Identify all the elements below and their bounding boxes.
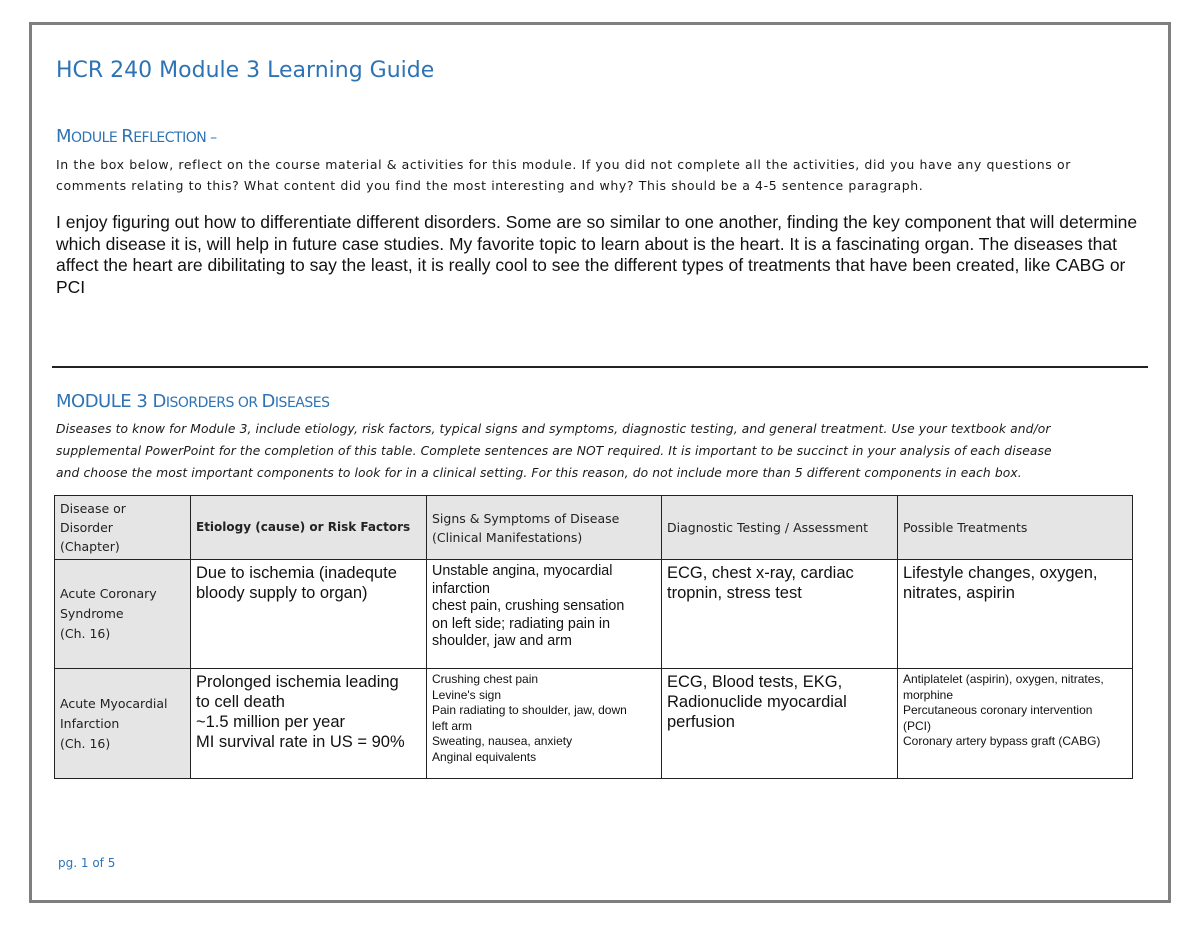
treatments-line: Percutaneous coronary intervention <box>903 703 1093 717</box>
header-signs-line: Signs & Symptoms of Disease <box>432 510 620 526</box>
treatments-line: Coronary artery bypass graft (CABG) <box>903 734 1101 748</box>
document-title: HCR 240 Module 3 Learning Guide <box>56 58 435 83</box>
reflection-instructions-line: comments relating to this? What content did you find the most interesting and why? This should be a 4-5 sentence paragraph. <box>56 178 924 193</box>
table-header-row <box>55 496 1133 560</box>
section-divider <box>52 366 1148 368</box>
disorders-heading <box>56 391 329 412</box>
diagnostic-line: tropnin, stress test <box>667 584 802 602</box>
reflection-heading-rest1: ODULE <box>71 130 122 146</box>
disease-table <box>54 495 1133 779</box>
disease-name-line: Acute Myocardial <box>60 695 168 711</box>
signs-line: left arm <box>432 718 473 733</box>
disorders-instructions <box>56 418 1146 484</box>
etiology-line: to cell death <box>196 693 285 711</box>
treatments-line: (PCI) <box>903 718 931 733</box>
signs-line: Crushing chest pain <box>432 672 539 686</box>
signs-line: Sweating, nausea, anxiety <box>432 734 573 748</box>
etiology-line: MI survival rate in US = 90% <box>196 733 405 751</box>
reflection-instructions-line: In the box below, reflect on the course material & activities for this module. If you did not complete all the activities, did you have any questions or <box>56 157 1071 172</box>
disease-chapter: (Ch. 16) <box>60 735 111 751</box>
row-signs <box>427 560 662 669</box>
diagnostic-line: Radionuclide myocardial <box>667 693 847 711</box>
header-signs <box>427 496 662 560</box>
etiology-line: Due to ischemia (inadequte <box>196 564 397 582</box>
treatments-line: nitrates, aspirin <box>903 584 1015 602</box>
diagnostic-line: ECG, chest x-ray, cardiac <box>667 564 854 582</box>
header-signs-line: (Clinical Manifestations) <box>432 529 583 545</box>
treatments-line: Lifestyle changes, oxygen, <box>903 564 1098 582</box>
reflection-heading-cap2: R <box>121 126 134 147</box>
page-number: pg. 1 of 5 <box>58 856 116 870</box>
header-disease-line: Disorder <box>60 520 113 535</box>
row-disease-name <box>55 669 191 779</box>
signs-line: on left side; radiating pain in <box>432 615 611 632</box>
disorders-heading-sc2: ISEASES <box>274 395 330 411</box>
header-treatments: Possible Treatments <box>898 496 1133 560</box>
row-diagnostic <box>662 560 898 669</box>
header-etiology: Etiology (cause) or Risk Factors <box>191 496 427 560</box>
reflection-response: I enjoy figuring out how to differentiate different disorders. Some are so similar to one another, finding the key component that will determine which disease it is, will help in future case studies. My favorite topic to learn about is the heart. It is a fascinating organ. The diseases that affect the heart are dibilitating to say the least, it is really cool to see the different types of treatments that have been created, like CABG or PCI <box>56 212 1138 297</box>
signs-line: Anginal equivalents <box>432 749 537 764</box>
disorders-instructions-line: Diseases to know for Module 3, include etiology, risk factors, typical signs and symptoms, diagnostic testing, and general treatment. Use your textbook and/or <box>56 422 1051 436</box>
reflection-instructions <box>56 154 1146 196</box>
row-etiology <box>191 669 427 779</box>
reflection-heading-cap1: M <box>56 126 72 147</box>
disease-chapter: (Ch. 16) <box>60 626 111 641</box>
reflection-heading <box>56 126 217 147</box>
row-treatments <box>898 560 1133 669</box>
header-diagnostic: Diagnostic Testing / Assessment <box>662 496 898 560</box>
header-disease <box>55 496 191 560</box>
disorders-heading-part2: D <box>261 391 275 412</box>
table-row <box>55 560 1133 669</box>
disease-name-line: Syndrome <box>60 606 124 621</box>
header-disease-line: (Chapter) <box>60 539 120 554</box>
disorders-instructions-line: and choose the most important components to look for in a clinical setting. For this reason, do not include more than 5 different components in each box. <box>56 466 1022 480</box>
row-treatments <box>898 669 1133 779</box>
signs-line: shoulder, jaw and arm <box>432 633 572 649</box>
disease-name-line: Infarction <box>60 715 120 731</box>
etiology-line: Prolonged ischemia leading <box>196 673 399 691</box>
disorders-instructions-line: supplemental PowerPoint for the completion of this table. Complete sentences are NOT required. It is important to be succinct in your analysis of each disease <box>56 444 1052 458</box>
row-diagnostic <box>662 669 898 779</box>
treatments-line: Antiplatelet (aspirin), oxygen, nitrates, <box>903 672 1104 686</box>
table-row <box>55 669 1133 779</box>
signs-line: Levine's sign <box>432 687 501 702</box>
signs-line: Unstable angina, myocardial <box>432 563 613 579</box>
diagnostic-line: perfusion <box>667 713 735 731</box>
signs-line: Pain radiating to shoulder, jaw, down <box>432 703 627 717</box>
diagnostic-line: ECG, Blood tests, EKG, <box>667 673 843 691</box>
signs-line: chest pain, crushing sensation <box>432 598 625 614</box>
row-signs <box>427 669 662 779</box>
disorders-heading-sc1: ISORDERS OR <box>165 395 262 411</box>
treatments-line: morphine <box>903 687 954 702</box>
etiology-line: ~1.5 million per year <box>196 713 346 731</box>
disorders-heading-part1: MODULE 3 D <box>56 391 166 412</box>
disease-name-line: Acute Coronary <box>60 586 157 601</box>
etiology-line: bloody supply to organ) <box>196 584 368 602</box>
header-disease-line: Disease or <box>60 501 126 516</box>
signs-line: infarction <box>432 580 491 597</box>
row-disease-name <box>55 560 191 669</box>
row-etiology <box>191 560 427 669</box>
reflection-heading-rest2: EFLECTION – <box>133 130 217 146</box>
